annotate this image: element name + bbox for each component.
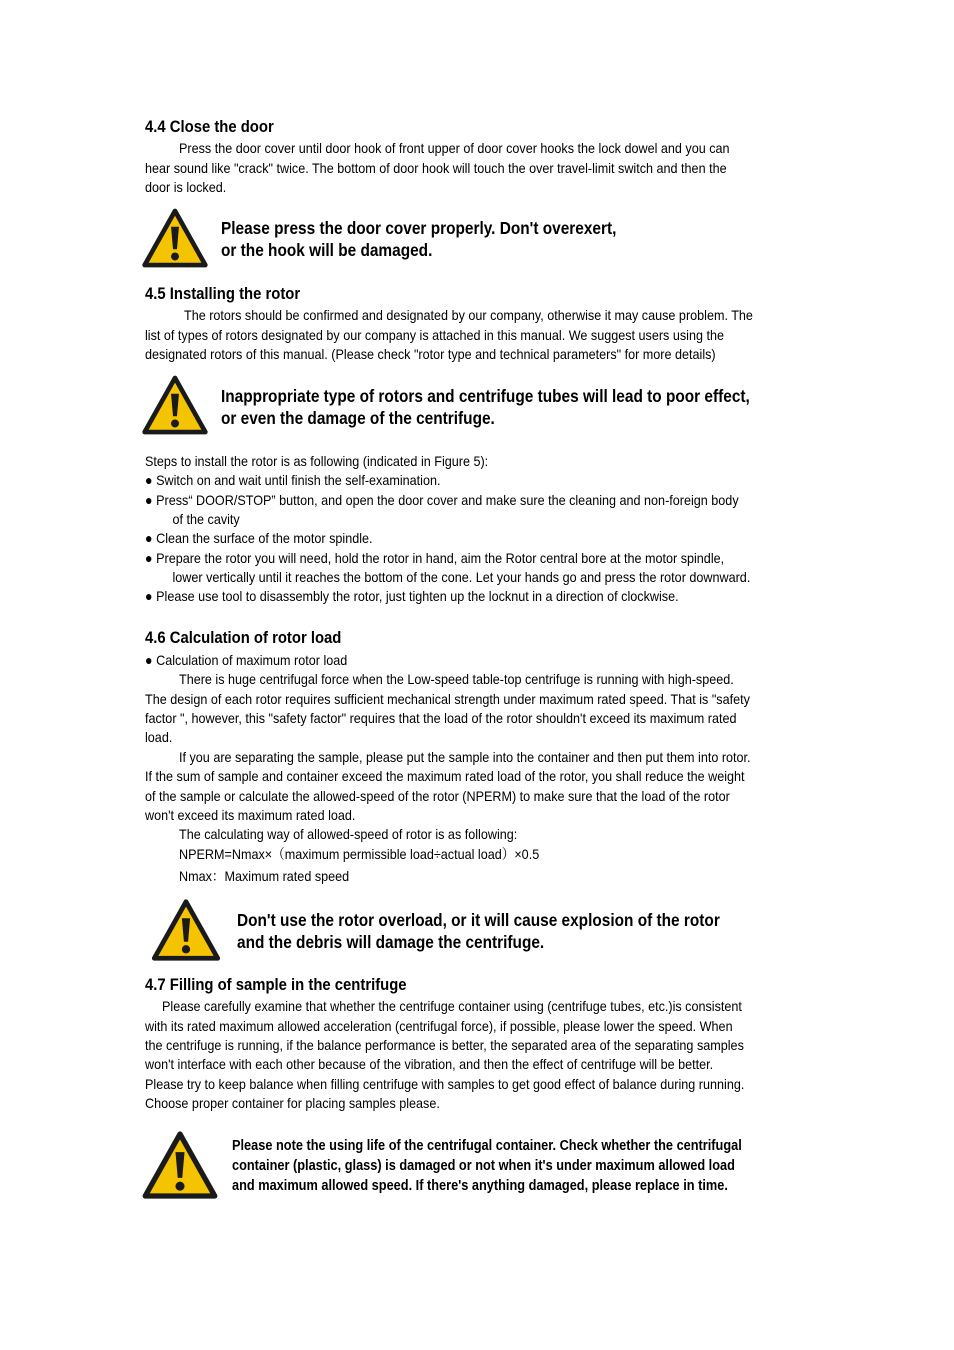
steps-list — [145, 452, 825, 612]
section-4-4-text — [145, 139, 825, 199]
warning-text: and maximum allowed speed. If there's anything damaged, please replace in time. — [232, 1178, 728, 1194]
list-item: ● Switch on and wait until finish the self-examination. — [145, 472, 441, 488]
list-item: lower vertically until it reaches the bottom of the cone. Let your hands go and press the rotor downward. — [162, 569, 751, 585]
paragraph-line: The calculating way of allowed-speed of rotor is as following: — [179, 826, 518, 842]
paragraph-line: Please try to keep balance when filling centrifuge with samples to get good effect of balance during running. — [145, 1076, 745, 1092]
formula-legend: Nmax：Maximum rated speed — [179, 868, 350, 884]
warning-text: and the debris will damage the centrifuge. — [237, 932, 545, 952]
paragraph-line: won't interface with each other because of the vibration, and then the effect of centrifuge will be better. — [145, 1056, 714, 1072]
list-item: ● Clean the surface of the motor spindle. — [145, 530, 373, 546]
paragraph-line: hear sound like "crack" twice. The bottom of door hook will touch the over travel-limit switch and then the — [145, 160, 727, 176]
paragraph-line: There is huge centrifugal force when the Low-speed table-top centrifuge is running with high-speed. — [179, 671, 734, 687]
paragraph-line: Press the door cover until door hook of front upper of door cover hooks the lock dowel and you can — [179, 140, 730, 156]
paragraph-line: Please carefully examine that whether the centrifuge container using (centrifuge tubes, etc.)is consistent — [162, 998, 742, 1014]
paragraph-line: ● Calculation of maximum rotor load — [145, 652, 348, 668]
heading-4-5: 4.5 Installing the rotor — [145, 285, 301, 303]
warning-text: Please press the door cover properly. Don't overexert, — [221, 218, 617, 238]
list-item: ● Prepare the rotor you will need, hold the rotor in hand, aim the Rotor central bore at the motor spindle, — [145, 550, 725, 566]
warning-text: or even the damage of the centrifuge. — [221, 408, 495, 428]
paragraph-line: load. — [145, 729, 173, 745]
paragraph-line: the centrifuge is running, if the balance performance is better, the separated area of the separating samples — [145, 1037, 744, 1053]
warning-triangle-icon — [142, 208, 208, 268]
list-item: ● Press“ DOOR/STOP” button, and open the door cover and make sure the cleaning and non-foreign body — [145, 492, 739, 508]
paragraph-line: designated rotors of this manual. (Please check "rotor type and technical parameters" for more details) — [145, 346, 716, 362]
section-4-6-text — [145, 651, 825, 891]
formula-line: NPERM=Nmax×（maximum permissible load÷actual load）×0.5 — [179, 846, 540, 862]
warning-triangle-icon — [149, 899, 223, 961]
steps-intro: Steps to install the rotor is as following (indicated in Figure 5): — [145, 453, 489, 469]
paragraph-line: The rotors should be confirmed and designated by our company, otherwise it may cause problem. The — [184, 307, 753, 323]
paragraph-line: Choose proper container for placing samples please. — [145, 1095, 440, 1111]
list-item: ● Please use tool to disassembly the rotor, just tighten up the locknut in a direction of clockwise. — [145, 588, 679, 604]
paragraph-line: If you are separating the sample, please put the sample into the container and then put them into rotor. — [179, 749, 751, 765]
warning-text: or the hook will be damaged. — [221, 240, 433, 260]
heading-4-4: 4.4 Close the door — [145, 118, 274, 136]
paragraph-line: with its rated maximum allowed acceleration (centrifugal force), if possible, please lower the speed. When — [145, 1018, 733, 1034]
heading-4-6: 4.6 Calculation of rotor load — [145, 629, 342, 647]
warning-triangle-icon — [142, 375, 208, 435]
paragraph-line: factor ", however, this "safety factor" requires that the load of the rotor shouldn't exceed its maximum rated — [145, 710, 737, 726]
warning-text: Please note the using life of the centrifugal container. Check whether the centrifugal — [232, 1138, 742, 1154]
paragraph-line: If the sum of sample and container exceed the maximum rated load of the rotor, you shall reduce the weight — [145, 768, 745, 784]
list-item: of the cavity — [162, 511, 240, 527]
paragraph-line: list of types of rotors designated by our company is attached in this manual. We suggest users using the — [145, 327, 724, 343]
paragraph-line: of the sample or calculate the allowed-speed of the rotor (NPERM) to make sure that the load of the rotor — [145, 788, 730, 804]
warning-text: Inappropriate type of rotors and centrifuge tubes will lead to poor effect, — [221, 386, 750, 406]
paragraph-line: door is locked. — [145, 179, 227, 195]
section-4-5-text — [145, 306, 825, 366]
heading-4-7: 4.7 Filling of sample in the centrifuge — [145, 976, 407, 994]
section-4-7-text — [145, 997, 825, 1117]
warning-text: Don't use the rotor overload, or it will cause explosion of the rotor — [237, 910, 720, 930]
warning-text: container (plastic, glass) is damaged or not when it's under maximum allowed load — [232, 1158, 735, 1174]
paragraph-line: won't exceed its maximum rated load. — [145, 807, 356, 823]
paragraph-line: The design of each rotor requires sufficient mechanical strength under maximum rated speed. That is "safety — [145, 691, 750, 707]
warning-triangle-icon — [142, 1131, 218, 1199]
